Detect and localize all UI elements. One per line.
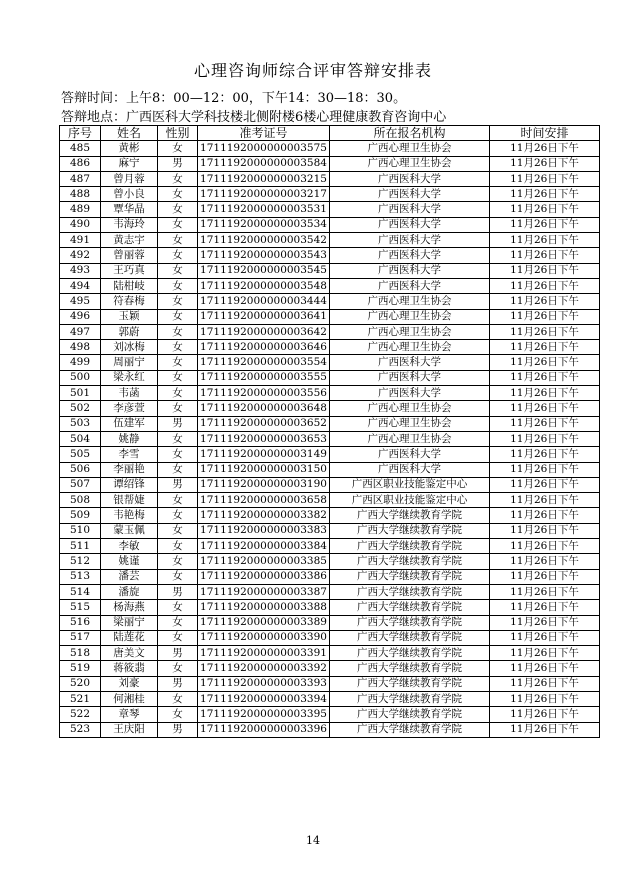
table-row (60, 187, 600, 202)
cell-seq: 506 (60, 462, 101, 477)
cell-seq: 499 (60, 355, 101, 370)
cell-gender: 女 (158, 386, 198, 401)
cell-institution: 广西医科大学 (330, 462, 490, 477)
cell-seq: 486 (60, 156, 101, 171)
cell-schedule: 11月26日下午 (490, 294, 600, 309)
cell-gender: 女 (158, 569, 198, 584)
cell-seq: 494 (60, 278, 101, 293)
cell-gender: 女 (158, 401, 198, 416)
cell-name: 曾丽蓉 (101, 248, 158, 263)
cell-exam-id: 1711192000000003646 (198, 340, 330, 355)
cell-name: 银帮婕 (101, 493, 158, 508)
cell-institution: 广西大学继续教育学院 (330, 523, 490, 538)
cell-gender: 女 (158, 707, 198, 722)
cell-schedule: 11月26日下午 (490, 324, 600, 339)
cell-institution: 广西区职业技能鉴定中心 (330, 477, 490, 492)
cell-exam-id: 1711192000000003217 (198, 187, 330, 202)
cell-seq: 485 (60, 141, 101, 156)
cell-exam-id: 1711192000000003394 (198, 691, 330, 706)
cell-schedule: 11月26日下午 (490, 263, 600, 278)
table-row (60, 431, 600, 446)
cell-name: 谭绍锋 (101, 477, 158, 492)
cell-institution: 广西心理卫生协会 (330, 324, 490, 339)
cell-seq: 515 (60, 600, 101, 615)
cell-exam-id: 1711192000000003215 (198, 171, 330, 186)
cell-seq: 522 (60, 707, 101, 722)
cell-institution: 广西医科大学 (330, 370, 490, 385)
table-row (60, 233, 600, 248)
cell-institution: 广西医科大学 (330, 171, 490, 186)
cell-schedule: 11月26日下午 (490, 646, 600, 661)
cell-schedule: 11月26日下午 (490, 431, 600, 446)
cell-seq: 498 (60, 340, 101, 355)
cell-schedule: 11月26日下午 (490, 248, 600, 263)
cell-institution: 广西心理卫生协会 (330, 340, 490, 355)
cell-schedule: 11月26日下午 (490, 141, 600, 156)
cell-seq: 487 (60, 171, 101, 186)
cell-schedule: 11月26日下午 (490, 477, 600, 492)
cell-schedule: 11月26日下午 (490, 462, 600, 477)
cell-gender: 女 (158, 309, 198, 324)
cell-name: 梁永红 (101, 370, 158, 385)
cell-seq: 496 (60, 309, 101, 324)
cell-name: 刘冰梅 (101, 340, 158, 355)
cell-seq: 493 (60, 263, 101, 278)
cell-exam-id: 1711192000000003392 (198, 661, 330, 676)
table-row (60, 554, 600, 569)
cell-exam-id: 1711192000000003542 (198, 233, 330, 248)
cell-gender: 女 (158, 370, 198, 385)
cell-exam-id: 1711192000000003444 (198, 294, 330, 309)
table-row (60, 722, 600, 737)
cell-schedule: 11月26日下午 (490, 600, 600, 615)
cell-seq: 505 (60, 447, 101, 462)
table-row (60, 477, 600, 492)
table-row (60, 615, 600, 630)
cell-name: 王巧真 (101, 263, 158, 278)
cell-name: 姚谨 (101, 554, 158, 569)
cell-institution: 广西大学继续教育学院 (330, 661, 490, 676)
cell-name: 覃华晶 (101, 202, 158, 217)
cell-schedule: 11月26日下午 (490, 569, 600, 584)
cell-exam-id: 1711192000000003575 (198, 141, 330, 156)
cell-exam-id: 1711192000000003393 (198, 676, 330, 691)
table-row (60, 416, 600, 431)
cell-institution: 广西大学继续教育学院 (330, 676, 490, 691)
cell-name: 黄彬 (101, 141, 158, 156)
cell-schedule: 11月26日下午 (490, 202, 600, 217)
cell-exam-id: 1711192000000003386 (198, 569, 330, 584)
cell-name: 蒋筱翡 (101, 661, 158, 676)
table-row (60, 248, 600, 263)
cell-name: 麻宁 (101, 156, 158, 171)
cell-schedule: 11月26日下午 (490, 217, 600, 232)
cell-exam-id: 1711192000000003388 (198, 600, 330, 615)
cell-schedule: 11月26日下午 (490, 156, 600, 171)
cell-institution: 广西医科大学 (330, 202, 490, 217)
cell-institution: 广西区职业技能鉴定中心 (330, 493, 490, 508)
table-row (60, 523, 600, 538)
header-schedule: 时间安排 (490, 126, 600, 141)
cell-exam-id: 1711192000000003396 (198, 722, 330, 737)
table-row (60, 141, 600, 156)
cell-seq: 488 (60, 187, 101, 202)
cell-gender: 女 (158, 615, 198, 630)
cell-name: 玉颖 (101, 309, 158, 324)
cell-gender: 女 (158, 233, 198, 248)
table-row (60, 278, 600, 293)
cell-exam-id: 1711192000000003554 (198, 355, 330, 370)
cell-gender: 女 (158, 600, 198, 615)
cell-seq: 519 (60, 661, 101, 676)
table-row (60, 202, 600, 217)
cell-institution: 广西医科大学 (330, 278, 490, 293)
cell-gender: 女 (158, 340, 198, 355)
cell-name: 陆柑岐 (101, 278, 158, 293)
cell-institution: 广西大学继续教育学院 (330, 691, 490, 706)
cell-seq: 513 (60, 569, 101, 584)
cell-institution: 广西大学继续教育学院 (330, 707, 490, 722)
table-row (60, 171, 600, 186)
cell-gender: 女 (158, 539, 198, 554)
table-row (60, 340, 600, 355)
cell-schedule: 11月26日下午 (490, 523, 600, 538)
cell-name: 韦艳梅 (101, 508, 158, 523)
table-row (60, 630, 600, 645)
cell-seq: 489 (60, 202, 101, 217)
cell-exam-id: 1711192000000003150 (198, 462, 330, 477)
cell-seq: 520 (60, 676, 101, 691)
cell-schedule: 11月26日下午 (490, 355, 600, 370)
cell-name: 李雪 (101, 447, 158, 462)
cell-name: 唐美文 (101, 646, 158, 661)
cell-schedule: 11月26日下午 (490, 171, 600, 186)
cell-institution: 广西大学继续教育学院 (330, 722, 490, 737)
cell-schedule: 11月26日下午 (490, 584, 600, 599)
cell-gender: 男 (158, 584, 198, 599)
cell-exam-id: 1711192000000003534 (198, 217, 330, 232)
cell-gender: 女 (158, 202, 198, 217)
cell-institution: 广西大学继续教育学院 (330, 615, 490, 630)
cell-schedule: 11月26日下午 (490, 416, 600, 431)
cell-exam-id: 1711192000000003548 (198, 278, 330, 293)
cell-schedule: 11月26日下午 (490, 661, 600, 676)
cell-name: 黄志宇 (101, 233, 158, 248)
cell-name: 李敏 (101, 539, 158, 554)
cell-gender: 女 (158, 447, 198, 462)
cell-institution: 广西医科大学 (330, 233, 490, 248)
cell-name: 韦菡 (101, 386, 158, 401)
cell-schedule: 11月26日下午 (490, 493, 600, 508)
cell-seq: 523 (60, 722, 101, 737)
cell-seq: 495 (60, 294, 101, 309)
table-header-row (60, 126, 600, 141)
cell-gender: 女 (158, 431, 198, 446)
table-row (60, 584, 600, 599)
cell-exam-id: 1711192000000003648 (198, 401, 330, 416)
cell-gender: 女 (158, 508, 198, 523)
cell-gender: 女 (158, 248, 198, 263)
table-row (60, 309, 600, 324)
cell-institution: 广西大学继续教育学院 (330, 584, 490, 599)
cell-seq: 507 (60, 477, 101, 492)
defense-time-line: 答辩时间：上午8：00—12：00，下午14：30—18：30。 (61, 91, 407, 106)
cell-gender: 男 (158, 156, 198, 171)
cell-seq: 517 (60, 630, 101, 645)
cell-exam-id: 1711192000000003531 (198, 202, 330, 217)
cell-name: 曾月蓉 (101, 171, 158, 186)
table-row (60, 569, 600, 584)
cell-institution: 广西大学继续教育学院 (330, 569, 490, 584)
cell-gender: 男 (158, 676, 198, 691)
cell-institution: 广西大学继续教育学院 (330, 600, 490, 615)
cell-gender: 女 (158, 278, 198, 293)
cell-name: 周丽宁 (101, 355, 158, 370)
cell-gender: 女 (158, 355, 198, 370)
cell-gender: 女 (158, 217, 198, 232)
cell-exam-id: 1711192000000003584 (198, 156, 330, 171)
cell-institution: 广西心理卫生协会 (330, 416, 490, 431)
cell-exam-id: 1711192000000003653 (198, 431, 330, 446)
cell-exam-id: 1711192000000003641 (198, 309, 330, 324)
header-exam-id: 准考证号 (198, 126, 330, 141)
cell-institution: 广西心理卫生协会 (330, 431, 490, 446)
table-row (60, 462, 600, 477)
cell-institution: 广西医科大学 (330, 386, 490, 401)
header-seq: 序号 (60, 126, 101, 141)
cell-gender: 男 (158, 477, 198, 492)
cell-institution: 广西医科大学 (330, 355, 490, 370)
cell-exam-id: 1711192000000003545 (198, 263, 330, 278)
cell-exam-id: 1711192000000003555 (198, 370, 330, 385)
cell-exam-id: 1711192000000003387 (198, 584, 330, 599)
table-row (60, 447, 600, 462)
header-gender: 性别 (158, 126, 198, 141)
cell-exam-id: 1711192000000003383 (198, 523, 330, 538)
cell-name: 李丽艳 (101, 462, 158, 477)
cell-schedule: 11月26日下午 (490, 340, 600, 355)
cell-institution: 广西大学继续教育学院 (330, 646, 490, 661)
cell-exam-id: 1711192000000003395 (198, 707, 330, 722)
cell-schedule: 11月26日下午 (490, 233, 600, 248)
cell-exam-id: 1711192000000003391 (198, 646, 330, 661)
cell-schedule: 11月26日下午 (490, 615, 600, 630)
cell-name: 姚静 (101, 431, 158, 446)
table-row (60, 661, 600, 676)
table-row (60, 324, 600, 339)
cell-gender: 女 (158, 630, 198, 645)
table-row (60, 386, 600, 401)
cell-institution: 广西大学继续教育学院 (330, 630, 490, 645)
cell-institution: 广西医科大学 (330, 217, 490, 232)
cell-institution: 广西医科大学 (330, 187, 490, 202)
cell-gender: 女 (158, 523, 198, 538)
cell-institution: 广西心理卫生协会 (330, 294, 490, 309)
cell-seq: 511 (60, 539, 101, 554)
cell-institution: 广西医科大学 (330, 447, 490, 462)
cell-schedule: 11月26日下午 (490, 554, 600, 569)
cell-schedule: 11月26日下午 (490, 707, 600, 722)
cell-name: 符春梅 (101, 294, 158, 309)
cell-name: 曾小良 (101, 187, 158, 202)
cell-schedule: 11月26日下午 (490, 370, 600, 385)
cell-exam-id: 1711192000000003149 (198, 447, 330, 462)
cell-exam-id: 1711192000000003384 (198, 539, 330, 554)
cell-schedule: 11月26日下午 (490, 539, 600, 554)
page-number: 14 (306, 834, 320, 847)
table-row (60, 691, 600, 706)
cell-gender: 女 (158, 554, 198, 569)
cell-seq: 514 (60, 584, 101, 599)
table-row (60, 600, 600, 615)
cell-gender: 女 (158, 661, 198, 676)
cell-schedule: 11月26日下午 (490, 676, 600, 691)
cell-gender: 男 (158, 646, 198, 661)
table-row (60, 508, 600, 523)
cell-name: 王庆阳 (101, 722, 158, 737)
cell-seq: 503 (60, 416, 101, 431)
cell-exam-id: 1711192000000003190 (198, 477, 330, 492)
cell-name: 蒙玉佩 (101, 523, 158, 538)
cell-seq: 510 (60, 523, 101, 538)
cell-institution: 广西心理卫生协会 (330, 309, 490, 324)
cell-schedule: 11月26日下午 (490, 447, 600, 462)
defense-location-line: 答辩地点：广西医科大学科技楼北侧附楼6楼心理健康教育咨询中心 (61, 110, 447, 125)
table-row (60, 217, 600, 232)
cell-schedule: 11月26日下午 (490, 309, 600, 324)
cell-name: 潘旋 (101, 584, 158, 599)
cell-institution: 广西心理卫生协会 (330, 401, 490, 416)
cell-name: 章琴 (101, 707, 158, 722)
cell-schedule: 11月26日下午 (490, 278, 600, 293)
table-row (60, 707, 600, 722)
table-row (60, 294, 600, 309)
cell-gender: 男 (158, 722, 198, 737)
cell-seq: 518 (60, 646, 101, 661)
cell-name: 杨海燕 (101, 600, 158, 615)
cell-gender: 女 (158, 141, 198, 156)
schedule-table (59, 125, 600, 738)
header-name: 姓名 (101, 126, 158, 141)
cell-gender: 男 (158, 416, 198, 431)
cell-name: 潘芸 (101, 569, 158, 584)
cell-institution: 广西大学继续教育学院 (330, 554, 490, 569)
cell-name: 陆莲花 (101, 630, 158, 645)
cell-gender: 女 (158, 462, 198, 477)
cell-gender: 女 (158, 171, 198, 186)
cell-seq: 500 (60, 370, 101, 385)
cell-institution: 广西大学继续教育学院 (330, 508, 490, 523)
cell-gender: 女 (158, 263, 198, 278)
cell-name: 梁丽宁 (101, 615, 158, 630)
table-row (60, 156, 600, 171)
cell-gender: 女 (158, 691, 198, 706)
cell-institution: 广西医科大学 (330, 263, 490, 278)
cell-exam-id: 1711192000000003556 (198, 386, 330, 401)
cell-name: 伍建军 (101, 416, 158, 431)
cell-name: 郭蔚 (101, 324, 158, 339)
cell-seq: 512 (60, 554, 101, 569)
header-institution: 所在报名机构 (330, 126, 490, 141)
cell-schedule: 11月26日下午 (490, 691, 600, 706)
cell-schedule: 11月26日下午 (490, 187, 600, 202)
cell-schedule: 11月26日下午 (490, 722, 600, 737)
cell-schedule: 11月26日下午 (490, 508, 600, 523)
cell-institution: 广西医科大学 (330, 248, 490, 263)
cell-seq: 502 (60, 401, 101, 416)
cell-seq: 497 (60, 324, 101, 339)
cell-name: 韦海玲 (101, 217, 158, 232)
cell-institution: 广西大学继续教育学院 (330, 539, 490, 554)
cell-exam-id: 1711192000000003658 (198, 493, 330, 508)
cell-institution: 广西心理卫生协会 (330, 141, 490, 156)
cell-gender: 女 (158, 493, 198, 508)
cell-exam-id: 1711192000000003385 (198, 554, 330, 569)
cell-exam-id: 1711192000000003642 (198, 324, 330, 339)
cell-seq: 508 (60, 493, 101, 508)
table-row (60, 539, 600, 554)
cell-exam-id: 1711192000000003382 (198, 508, 330, 523)
table-row (60, 263, 600, 278)
cell-gender: 女 (158, 324, 198, 339)
cell-seq: 521 (60, 691, 101, 706)
table-row (60, 676, 600, 691)
cell-schedule: 11月26日下午 (490, 401, 600, 416)
cell-gender: 女 (158, 294, 198, 309)
cell-seq: 516 (60, 615, 101, 630)
cell-exam-id: 1711192000000003652 (198, 416, 330, 431)
table-row (60, 493, 600, 508)
cell-seq: 492 (60, 248, 101, 263)
cell-institution: 广西心理卫生协会 (330, 156, 490, 171)
cell-exam-id: 1711192000000003389 (198, 615, 330, 630)
table-row (60, 370, 600, 385)
cell-name: 何湘桂 (101, 691, 158, 706)
cell-schedule: 11月26日下午 (490, 386, 600, 401)
cell-seq: 501 (60, 386, 101, 401)
cell-name: 李彦萱 (101, 401, 158, 416)
table-row (60, 355, 600, 370)
cell-seq: 504 (60, 431, 101, 446)
cell-exam-id: 1711192000000003543 (198, 248, 330, 263)
cell-schedule: 11月26日下午 (490, 630, 600, 645)
table-row (60, 646, 600, 661)
cell-name: 刘豪 (101, 676, 158, 691)
cell-seq: 491 (60, 233, 101, 248)
table-row (60, 401, 600, 416)
cell-gender: 女 (158, 187, 198, 202)
cell-exam-id: 1711192000000003390 (198, 630, 330, 645)
document-title: 心理咨询师综合评审答辩安排表 (193, 61, 432, 80)
cell-seq: 490 (60, 217, 101, 232)
cell-seq: 509 (60, 508, 101, 523)
